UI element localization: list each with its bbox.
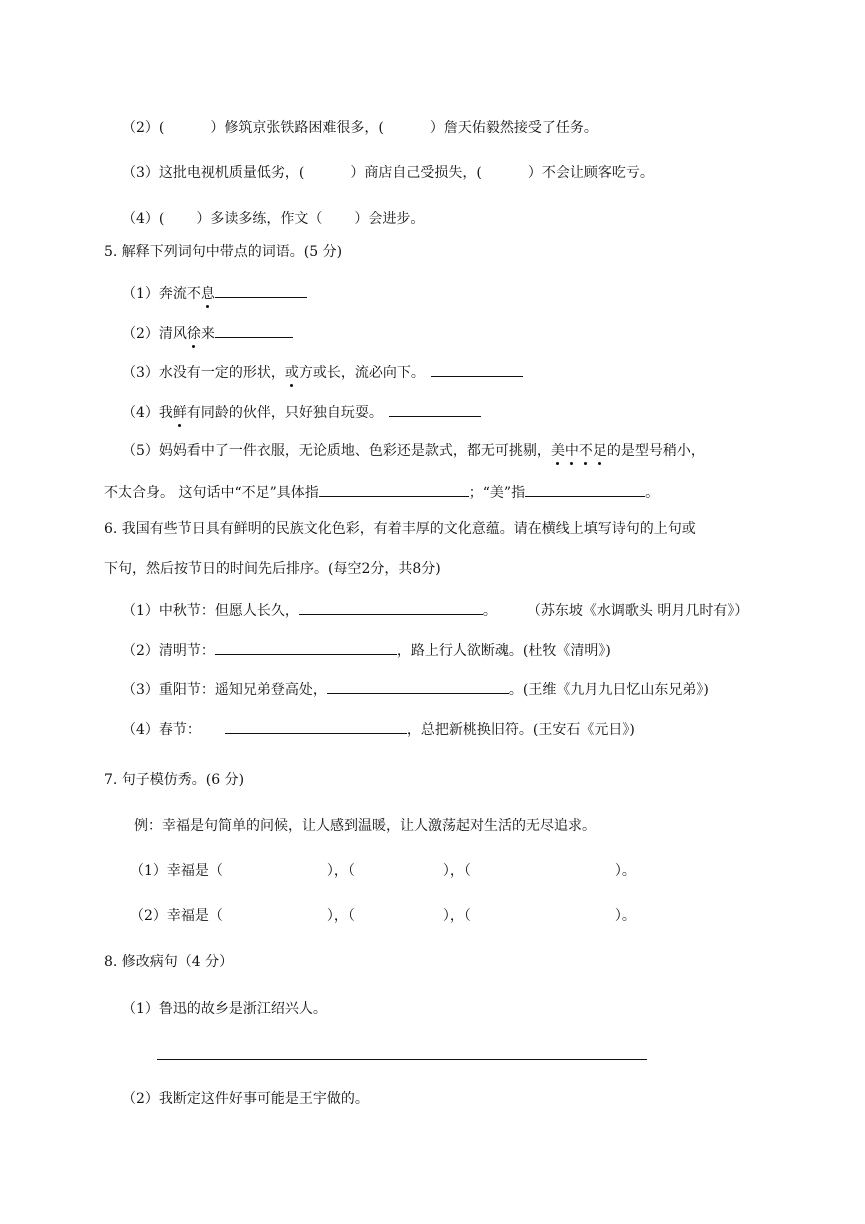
q7-title: 7. 句子模仿秀。(6 分) [104, 772, 245, 788]
q6-item-2: （2）清明节： ，路上行人欲断魂。(杜牧《清明》) [122, 640, 611, 660]
answer-line[interactable] [157, 1059, 647, 1060]
answer-blank[interactable] [299, 600, 483, 615]
q8-item-1: （1）鲁迅的故乡是浙江绍兴人。 [122, 1001, 327, 1017]
answer-blank[interactable] [525, 482, 645, 497]
q6-title-line2: 下句，然后按节日的时间先后排序。(每空2分，共8分) [104, 561, 441, 577]
answer-blank[interactable] [215, 640, 397, 655]
q6-title-line1: 6. 我国有些节日具有鲜明的民族文化色彩，有着丰厚的文化意蕴。请在横线上填写诗句的上句或 [104, 521, 696, 537]
q4-item-2: （2）( ）修筑京张铁路困难很多，( ）詹天佑毅然接受了任务。 [122, 120, 598, 136]
q7-example: 例：幸福是句简单的问候，让人感到温暖，让人激荡起对生活的无尽追求。 [134, 818, 596, 834]
q5-item-1: （1）奔流不息 [122, 283, 307, 303]
q5-item-5-line1: （5）妈妈看中了一件衣服，无论质地、色彩还是款式，都无可挑剔，美中不足的是型号稍小， [122, 443, 705, 459]
answer-blank[interactable] [431, 362, 523, 377]
q7-item-2: （2）幸福是（ ），（ ），（ ）。 [130, 908, 636, 924]
q8-title: 8. 修改病句（4 分） [104, 954, 234, 970]
q6-item-4: （4）春节： ，总把新桃换旧符。(王安石《元日》) [122, 719, 635, 739]
q5-item-3: （3）水没有一定的形状，或方或长，流必向下。 [122, 362, 523, 382]
answer-blank[interactable] [327, 679, 509, 694]
q5-title: 5. 解释下列词句中带点的词语。(5 分) [104, 244, 343, 260]
answer-blank[interactable] [215, 323, 293, 338]
q6-item-1: （1）中秋节：但愿人长久， 。 （苏东坡《水调歌头 明月几时有》） [122, 600, 748, 620]
answer-blank[interactable] [225, 719, 407, 734]
q5-item-5-line2: 不太合身。 这句话中“不足”具体指 ；“美”指 。 [104, 482, 659, 502]
q5-item-2: （2）清风徐来 [122, 323, 293, 343]
answer-blank[interactable] [215, 283, 307, 298]
q5-item-4: （4）我鲜有同龄的伙伴，只好独自玩耍。 [122, 402, 481, 422]
answer-blank[interactable] [389, 402, 481, 417]
q6-item-3: （3）重阳节：遥知兄弟登高处， 。(王维《九月九日忆山东兄弟》) [122, 679, 709, 699]
q4-item-4: （4）( ）多读多练，作文（ ）会进步。 [122, 211, 425, 227]
q4-item-3: （3）这批电视机质量低劣，( ）商店自己受损失，( ）不会让顾客吃亏。 [122, 165, 654, 181]
answer-blank[interactable] [319, 482, 469, 497]
q8-item-2: （2）我断定这件好事可能是王宇做的。 [122, 1091, 369, 1107]
q7-item-1: （1）幸福是（ ），（ ），（ ）。 [130, 863, 636, 879]
